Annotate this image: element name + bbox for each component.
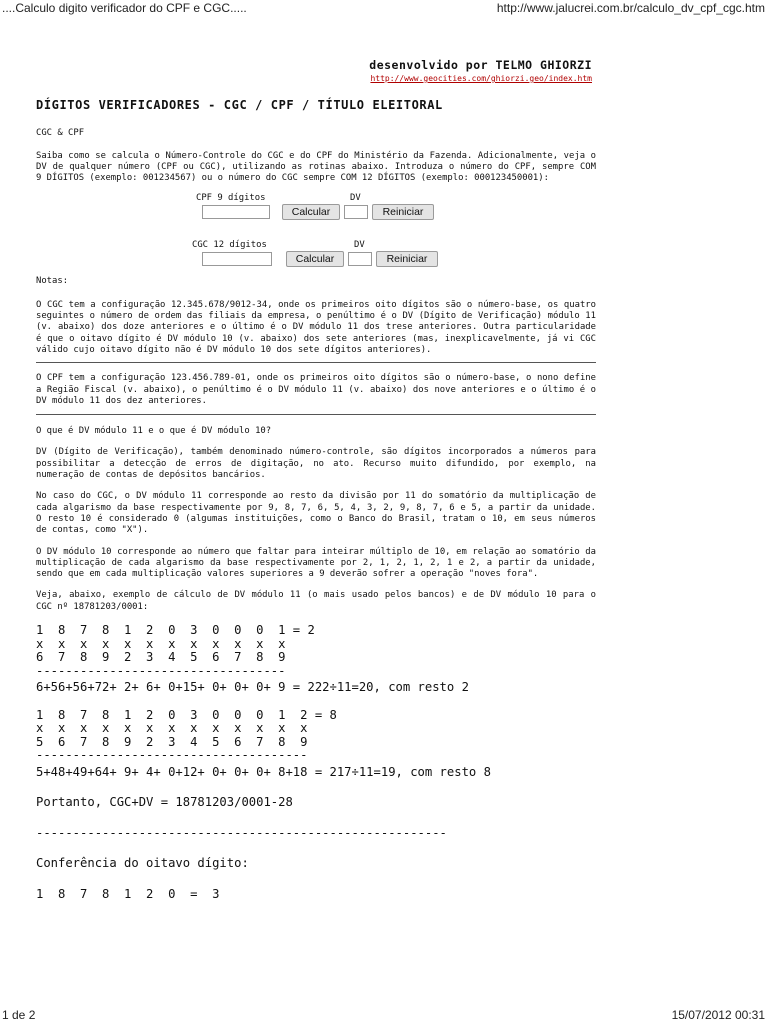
note-cgc: O CGC tem a configuração 12.345.678/9012-34, onde os primeiros oito dígitos são o número-base, os quatro seguintes o número de ordem das filiais da empresa, o penúltimo é o DV (Dígito de Verificação) módulo 11 (v. abaixo) dos doze anteriores e o último é o DV módulo 11 dos trese anteriores. Outra particularidade é que o oitavo dígito é DV módulo 10 (v. abaixo) dos sete anteriores (mas, inexplicavelmente, já vi CGC válido cujo oitavo dígito não é DV módulo 10 dos sete dígitos anteriores). [36, 299, 596, 355]
cpf-label: CPF 9 dígitos [196, 193, 266, 204]
calc1-digits: 1 8 7 8 1 2 0 3 0 0 0 1 = 2 [36, 623, 315, 638]
eighth-digit-heading: Conferência do oitavo dígito: [36, 856, 249, 871]
cpf-input[interactable] [202, 205, 270, 219]
separator-line: -------------------------------------------------------- [36, 825, 447, 840]
developed-by-text: desenvolvido por TELMO GHIORZI [369, 58, 592, 72]
cgc-dv-label: DV [354, 240, 365, 251]
author-link[interactable]: http://www.geocities.com/ghiorzi.geo/index.htm [370, 74, 592, 83]
print-page-title: ....Calculo digito verificador do CPF e CGC..... [2, 1, 247, 15]
calc2-sum: 5+48+49+64+ 9+ 4+ 0+12+ 0+ 0+ 0+ 8+18 = 217÷11=19, com resto 8 [36, 764, 491, 779]
print-page-url: http://www.jalucrei.com.br/calculo_dv_cpf_cgc.htm [496, 1, 765, 15]
print-header [0, 0, 768, 16]
cpf-dv-input[interactable] [344, 205, 368, 219]
main-content [36, 100, 596, 901]
cpf-calculate-button[interactable]: Calcular [282, 204, 340, 220]
print-datetime: 15/07/2012 00:31 [671, 1008, 765, 1022]
question-heading: O que é DV módulo 11 e o que é DV módulo 10? [36, 426, 272, 437]
calc-block-1 [36, 624, 596, 695]
divider [36, 362, 596, 363]
calc1-sum: 6+56+56+72+ 2+ 6+ 0+15+ 0+ 0+ 0+ 9 = 222÷11=20, com resto 2 [36, 680, 469, 695]
author-credit [369, 58, 592, 83]
result-line: Portanto, CGC+DV = 18781203/0001-28 [36, 795, 293, 810]
page-number: 1 de 2 [2, 1008, 36, 1022]
intro-paragraph: Saiba como se calcula o Número-Controle do CGC e do CPF do Ministério da Fazenda. Adicionalmente, veja o DV de qualquer número (CPF ou CGC), utilizando as rotinas abaixo. Introduza o número do CPF, sempre COM 9 DÍGITOS (exemplo: 001234567) ou o número do CGC sempre COM 12 DÍGITOS (exemplo: 000123450001): [36, 150, 596, 184]
cpf-reset-button[interactable]: Reiniciar [372, 204, 434, 220]
section-subtitle: CGC & CPF [36, 128, 85, 139]
eighth-digit-line: 1 8 7 8 1 2 0 = 3 [36, 886, 220, 901]
calc1-times: x x x x x x x x x x x x [36, 636, 286, 651]
calc-block-2 [36, 709, 596, 780]
calc1-rule: ---------------------------------- [36, 663, 286, 678]
dv-definition: DV (Dígito de Verificação), também denominado número-controle, são dígitos incorporados a números para possibilitar a detecção de erros de digitação, no ato. Recurso muito difundido, por exemplo, na numeração de contas de depósitos bancários. [36, 447, 596, 481]
cpf-dv-label: DV [350, 193, 361, 204]
cgc-input[interactable] [202, 252, 272, 266]
example-intro: Veja, abaixo, exemplo de cálculo de DV módulo 11 (o mais usado pelos bancos) e de DV módulo 10 para o CGC nº 18781203/0001: [36, 590, 596, 612]
cgc-form [36, 240, 596, 269]
note-cpf: O CPF tem a configuração 123.456.789-01, onde os primeiros oito dígitos são o número-base, o nono define a Região Fiscal (v. abaixo), o penúltimo é o DV módulo 11 (v. abaixo) dos nove anteriores e o último é o DV módulo 11 dos dez anteriores. [36, 373, 596, 406]
calc2-weights: 5 6 7 8 9 2 3 4 5 6 7 8 9 [36, 734, 308, 749]
calc2-rule: ------------------------------------- [36, 748, 308, 763]
cpf-form [36, 193, 596, 222]
cgc-dv-input[interactable] [348, 252, 372, 266]
cgc-label: CGC 12 dígitos [192, 240, 267, 251]
cgc-calculate-button[interactable]: Calcular [286, 251, 344, 267]
notes-heading: Notas: [36, 276, 69, 287]
cgc-reset-button[interactable]: Reiniciar [376, 251, 438, 267]
print-footer [0, 1006, 768, 1024]
calc1-weights: 6 7 8 9 2 3 4 5 6 7 8 9 [36, 650, 286, 665]
page-title: DÍGITOS VERIFICADORES - CGC / CPF / TÍTULO ELEITORAL [36, 98, 443, 112]
calc2-digits: 1 8 7 8 1 2 0 3 0 0 0 1 2 = 8 [36, 707, 337, 722]
divider [36, 414, 596, 415]
mod11-paragraph: No caso do CGC, o DV módulo 11 corresponde ao resto da divisão por 11 do somatório da multiplicação de cada algarismo da base respectivamente por 9, 8, 7, 6, 5, 4, 3, 2, 9, 8, 7, 6 e 5, a partir da unidade. O resto 10 é considerado 0 (algumas instituições, como o Banco do Brasil, tratam o 10, em seus números de contas, como "X"). [36, 491, 596, 536]
calc2-times: x x x x x x x x x x x x x [36, 721, 308, 736]
mod10-paragraph: O DV módulo 10 corresponde ao número que faltar para inteirar múltiplo de 10, em relação ao somatório da multiplicação de cada algarismo da base respectivamente por 2, 1, 2, 1, 2, 1 e 2, a partir da unidade, sendo que em cada multiplicação valores superiores a 9 deverão sofrer a operação "noves fora". [36, 546, 596, 580]
